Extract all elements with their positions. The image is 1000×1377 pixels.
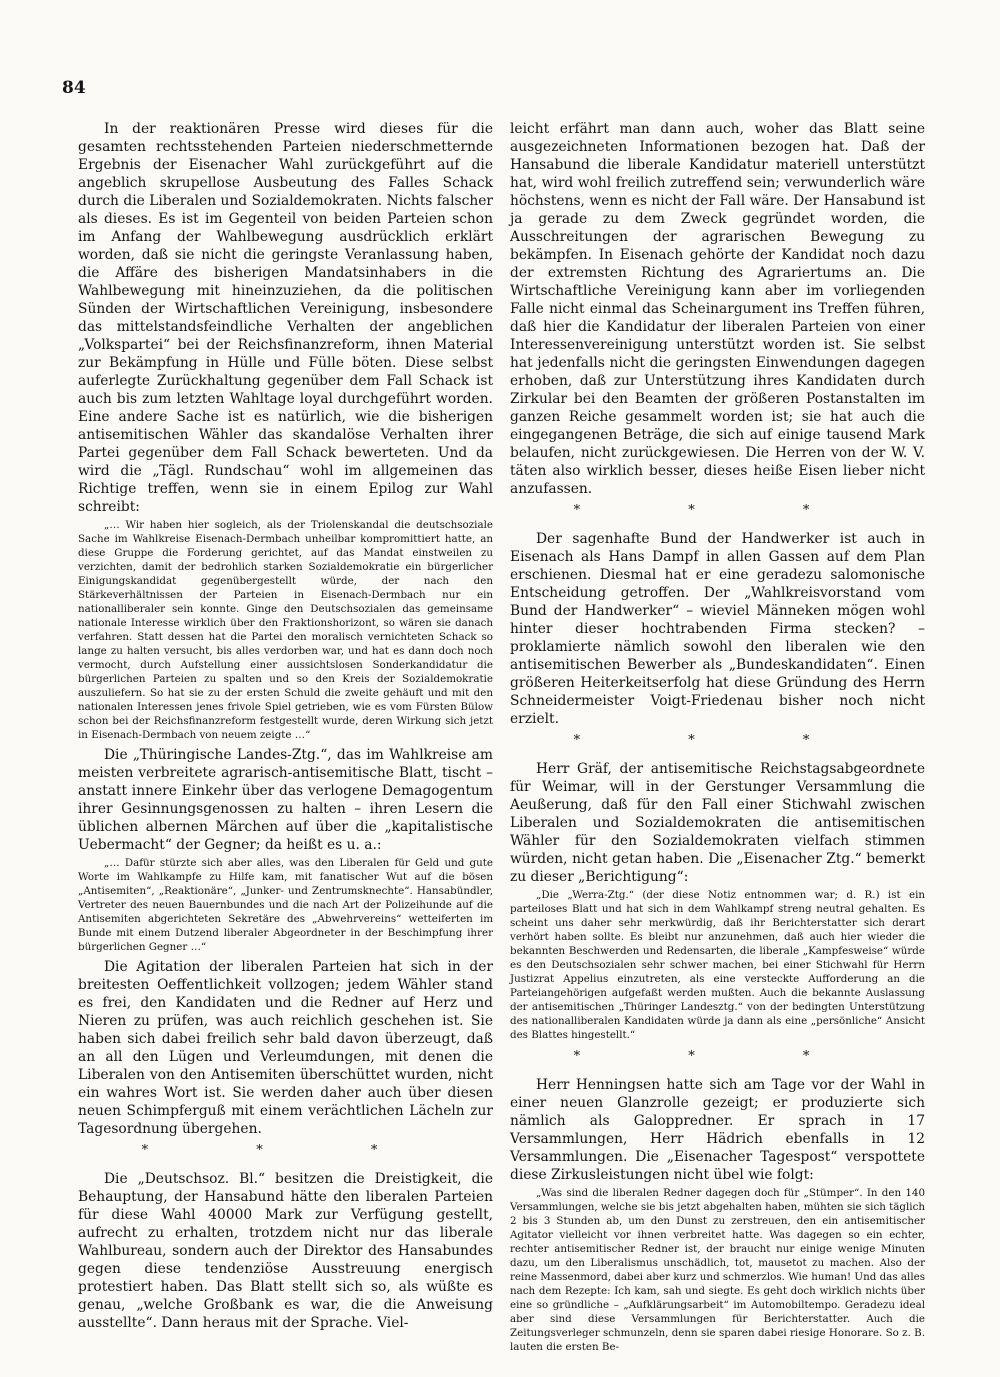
paragraph: Die „Deutschsoz. Bl.“ besitzen die Dreistigkeit, die Behauptung, der Hansabund hätte den liberalen Parteien für diese Wahl 40000 Mark zur Verfügung gestellt, aufrecht zu erhalten, trotzdem nicht nur das liberale Wahlbureau, sondern auch der Direktor des Hansabundes gegen diese tendenziöse Ausstreuung energisch protestiert haben. Das Blatt stellt sich so, als wüßte es genau, „welche Großbank es war, die die Anweisung ausstellte“. Dann heraus mit der Sprache. Viel- [78,1171,493,1331]
paragraph: Herr Henningsen hatte sich am Tage vor der Wahl in einer neuen Glanzrolle gezeigt; er produzierte sich nämlich als Galoppredner. Er sprach in 17 Versammlungen, Herr Hädrich ebenfalls in 12 Versammlungen. Die „Eisenacher Tagespost“ verspottete diese Zirkusleistungen nicht übel wie folgt: [510,1077,925,1183]
page-number: 84 [62,78,86,98]
section-separator: * * * [573,503,862,518]
block-quote: „… Dafür stürzte sich aber alles, was den Liberalen für Geld und gute Worte im Wahlkampfe zu Hilfe kam, mit fanatischer Wut auf die bösen „Antisemiten“, „Reaktionäre“, „Junker- und Zentrumsknechte“. Hansabündler, Vertreter des neuen Bauernbundes und die nach Art der Polizeihunde auf die Antisemiten abgerichteten Sekretäre des „Abwehrvereins“ wetteiferten im Bunde mit einem Dutzend liberaler Abgeordneter in der Beschimpfung ihrer bürgerlichen Gegner …“ [78,857,493,953]
paragraph: In der reaktionären Presse wird dieses für die gesamten rechtsstehenden Parteien niederschmetternde Ergebnis der Eisenacher Wahl zurückgeführt auf die angeblich skrupellose Ausbeutung des Falles Schack durch die Liberalen und Sozialdemokraten. Nichts falscher als dieses. Es ist im Gegenteil von beiden Parteien schon im Anfang der Wahlbewegung ausdrücklich erklärt worden, daß sie nicht die geringste Veranlassung haben, die Affäre des bisherigen Mandatsinhabers in die Wahlbewegung mit hineinzuziehen, da die politischen Sünden der Wirtschaftlichen Vereinigung, insbesondere das mittelstandsfeindliche Verhalten der angeblichen „Volkspartei“ bei der Reichsfinanzreform, ihnen Material zur Bekämpfung in Hülle und Fülle böten. Diese selbst auferlegte Zurückhaltung gegenüber dem Fall Schack ist auch bis zum letzten Wahltage loyal durchgeführt worden. Eine andere Sache ist es natürlich, wie die bisherigen antisemitischen Wähler das skandalöse Verhalten ihrer Partei gegenüber dem Fall Schack bewerteten. Und da wird die „Tägl. Rundschau“ wohl im allgemeinen das Richtige treffen, wenn sie in einem Epilog zur Wahl schreibt: [78,121,493,515]
paragraph: Die „Thüringische Landes-Ztg.“, das im Wahlkreise am meisten verbreitete agrarisch-antisemitische Blatt, tischt – anstatt innere Einkehr über das verlogene Demagogentum ihrer Gesinnungsgenossen zu halten – ihren Lesern die üblichen albernen Märchen auf über die „kapitalistische Uebermacht“ der Gegner; da heißt es u. a.: [78,747,493,853]
section-separator: * * * [141,1143,430,1158]
paragraph: leicht erfährt man dann auch, woher das Blatt seine ausgezeichneten Informationen bezogen hat. Daß der Hansabund die liberale Kandidatur materiell unterstützt hat, wird wohl freilich zutreffend sein; verwunderlich wäre höchstens, wenn es nicht der Fall wäre. Der Hansabund ist ja gerade zu dem Zweck gegründet worden, die Ausschreitungen der agrarischen Bewegung zu bekämpfen. In Eisenach gehörte der Kandidat noch dazu der extremsten Richtung des Agrariertums an. Die Wirtschaftliche Vereinigung kann aber im vorliegenden Falle nicht einmal das Scheinargument ins Treffen führen, daß hier die Kandidatur der liberalen Parteien von einer Interessenvereinigung unterstützt worden ist. Sie selbst hat jedenfalls nicht die geringsten Einwendungen dagegen erhoben, daß zur Unterstützung ihres Kandidaten durch Zirkular bei den Beamten der größeren Postanstalten im ganzen Reiche gesammelt worden ist; sie hat auch die eingegangenen Beträge, die sich auf einige tausend Mark belaufen, nicht zurückgewiesen. Die Herren von der W. V. täten also wirklich besser, dieses heiße Eisen lieber nicht anzufassen. [510,121,925,497]
left-column [78,120,493,1332]
section-separator: * * * [573,733,862,748]
right-column [510,120,925,1358]
paragraph: Die Agitation der liberalen Parteien hat sich in der breitesten Oeffentlichkeit vollzogen; jedem Wähler stand es frei, den Kandidaten und die Redner auf Herz und Nieren zu prüfen, was auch reichlich geschehen ist. Sie haben sich dabei freilich sehr bald davon überzeugt, daß an all den Lügen und Verleumdungen, mit denen die Liberalen von den Antisemiten überschüttet wurden, nicht ein wahres Wort ist. Sie werden daher auch über diesen neuen Schimpferguß mit einem verächtlichen Lächeln zur Tagesordnung übergehen. [78,959,493,1137]
section-separator: * * * [573,1049,862,1064]
paragraph: Der sagenhafte Bund der Handwerker ist auch in Eisenach als Hans Dampf in allen Gassen auf dem Plan erschienen. Diesmal hat er eine geradezu salomonische Entscheidung getroffen. Der „Wahlkreisvorstand vom Bund der Handwerker“ – wieviel Männeken mögen wohl hinter dieser hochtrabenden Firma stecken? – proklamierte nämlich sowohl den liberalen wie den antisemitischen Bewerber als „Bundeskandidaten“. Einen größeren Heiterkeitserfolg hat diese Gründung des Herrn Schneidermeister Voigt-Friedenau bisher noch nicht erzielt. [510,531,925,727]
block-quote: „Die „Werra-Ztg.“ (der diese Notiz entnommen war; d. R.) ist ein parteiloses Blatt und hat sich in dem Wahlkampf streng neutral gehalten. Es scheint uns daher sehr merkwürdig, daß ihr Berichterstatter sich derart verhört haben sollte. Es bleibt nur anzunehmen, daß auch hier wieder die bekannten Beschwerden und Redensarten, die liberale „Kampfesweise“ würde es den Deutschsozialen sehr schwer machen, bei einer Stichwahl für Herrn Justizrat Appelius einzutreten, als eine versteckte Aufforderung an die Parteiangehörigen aufgefaßt werden mußten. Auch die bekannte Auslassung der antisemitischen „Thüringer Landesztg.“ von der bedingten Unterstützung des nationalliberalen Kandidaten würde ja dann als eine „persönliche“ Ansicht des Blattes hingestellt.“ [510,889,925,1041]
block-quote: „Was sind die liberalen Redner dagegen doch für „Stümper“. In den 140 Versammlungen, welche sie bis jetzt abgehalten haben, mühten sie sich täglich 2 bis 3 Stunden ab, um den Dunst zu zerstreuen, den ein antisemitischer Agitator vielleicht vor ihnen verbreitet hatte. Was dagegen so ein echter, rechter antisemitischer Redner ist, der braucht nur einige wenige Minuten dazu, um den Liberalismus unschädlich, tot, mausetot zu machen. Also der reine Massenmord, dabei aber kurz und schmerzlos. Wie human! Und das alles nach dem Rezepte: Ich kam, sah und siegte. Es geht doch wirklich nichts über eine so gründliche – „Aufklärungsarbeit“ im Automobiltempo. Geradezu ideal aber sind diese Versammlungen für Berichterstatter. Auch die Zeitungsverleger schmunzeln, denn sie sparen dabei riesige Honorare. So z. B. lauten die ersten Be- [510,1187,925,1353]
block-quote: „… Wir haben hier sogleich, als der Triolenskandal die deutschsoziale Sache im Wahlkreise Eisenach-Dermbach unheilbar kompromittiert hatte, an diese Gruppe die Forderung gerichtet, auf das Mandat einstweilen zu verzichten, damit der bedrohlich starken Sozialdemokratie ein bürgerlicher Einigungskandidat gegenübergestellt würde, der nach den Stärkeverhältnissen der Parteien in Eisenach-Dermbach nur ein nationalliberaler sein konnte. Ginge den Deutschsozialen das gemeinsame nationale Interesse wirklich über den Fraktionshorizont, so wären sie danach verfahren. Statt dessen hat die Partei den moralisch vernichteten Schack so lange zu halten versucht, bis alles verdorben war, und hat es dann doch noch vermocht, durch Aufstellung einer aussichtslosen Sonderkandidatur die bürgerlichen Parteien zu spalten und so den Kreis der Sozialdemokratie auszuliefern. So hat sie zu der ersten Schuld die zweite gehäuft und mit den nationalen Interessen jenes frivole Spiel getrieben, wie es vom Fürsten Bülow schon bei der Reichsfinanzreform festgestellt wurde, deren Wirkung sich jetzt in Eisenach-Dermbach von neuem zeigte …“ [78,519,493,741]
paragraph: Herr Gräf, der antisemitische Reichstagsabgeordnete für Weimar, will in der Gerstunger Versammlung die Aeußerung, daß für den Fall einer Stichwahl zwischen Liberalen und Sozialdemokraten die antisemitischen Wähler für den Sozialdemokraten vielfach stimmen würden, nicht getan haben. Die „Eisenacher Ztg.“ bemerkt zu dieser „Berichtigung“: [510,761,925,885]
